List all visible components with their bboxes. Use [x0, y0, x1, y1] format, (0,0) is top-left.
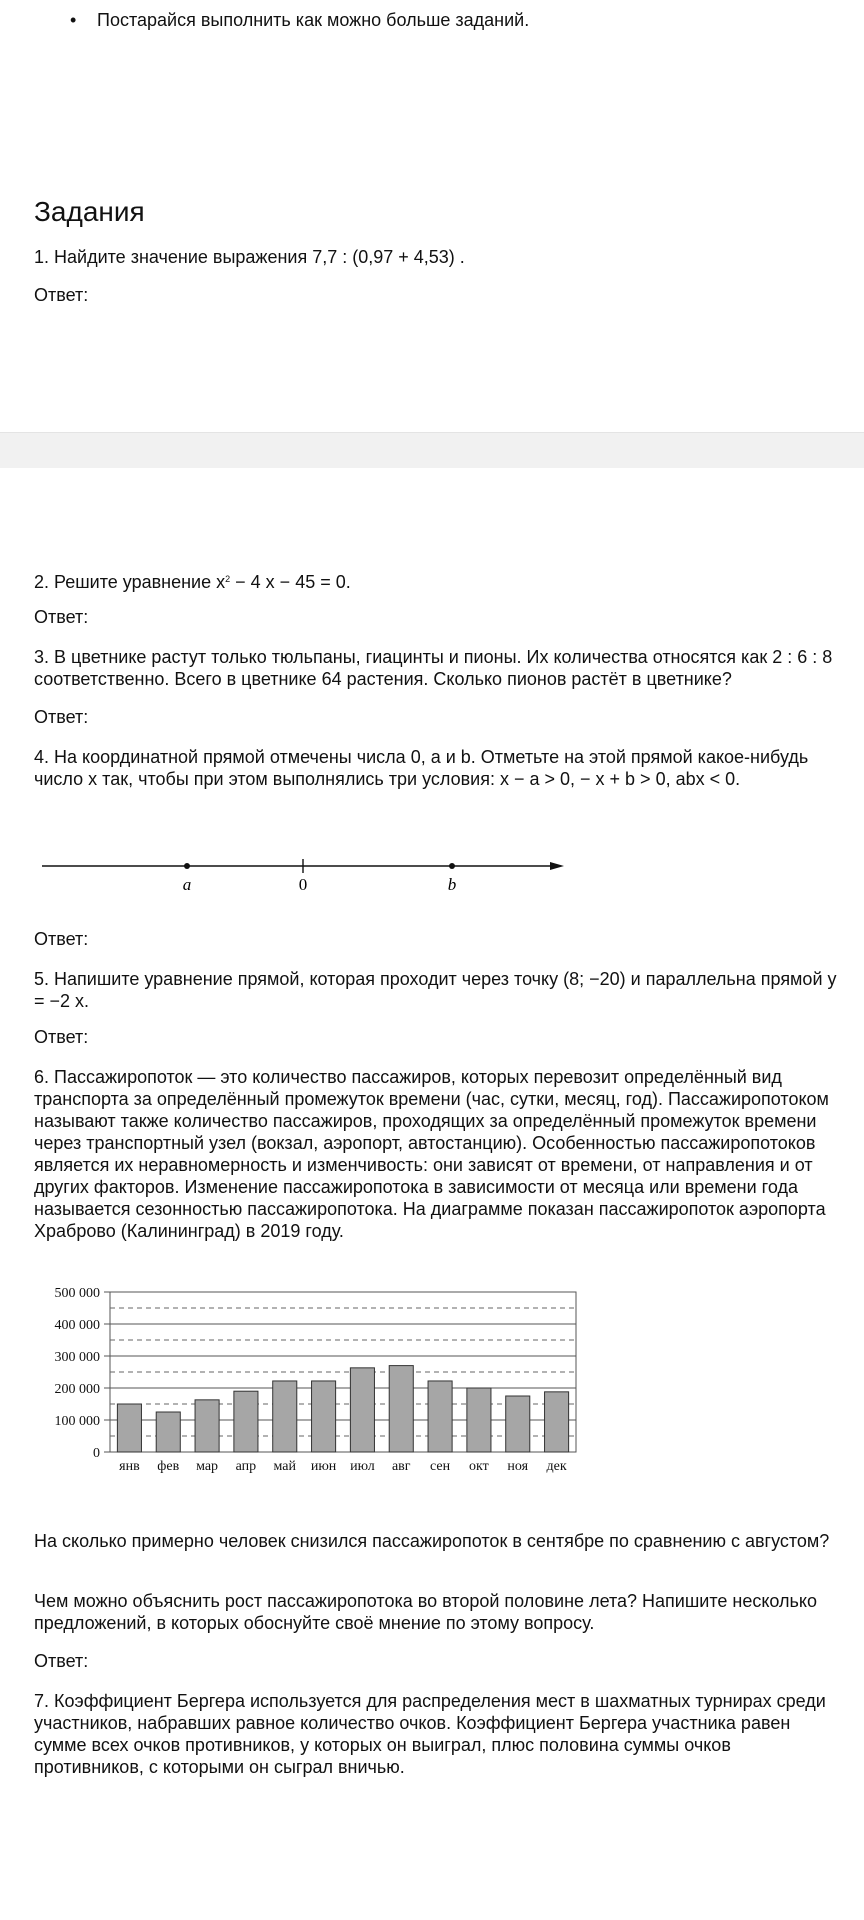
- y-tick-label: 400 000: [54, 1318, 100, 1333]
- task2-exponent: 2: [225, 574, 231, 584]
- bar-авг: [389, 1366, 413, 1452]
- x-tick-label: фев: [157, 1459, 180, 1474]
- y-tick-label: 500 000: [54, 1286, 100, 1301]
- bar-янв: [117, 1404, 141, 1452]
- x-tick-label: дек: [546, 1459, 567, 1474]
- bar-фев: [156, 1412, 180, 1452]
- x-tick-label: янв: [119, 1459, 140, 1474]
- label-a: a: [182, 875, 192, 894]
- task3-answer-label: Ответ:: [34, 707, 89, 727]
- number-line-arrow-icon: [550, 862, 564, 870]
- point-a: [184, 863, 190, 869]
- y-tick-label: 0: [93, 1446, 100, 1461]
- bar-апр: [234, 1391, 258, 1452]
- page-1: [0, 0, 864, 432]
- passenger-chart: [30, 1278, 590, 1478]
- bar-июл: [350, 1368, 374, 1452]
- task3-text: 3. В цветнике растут только тюльпаны, гиацинты и пионы. Их количества относятся как 2 : 6 : 8 соответственно. Всего в цветнике 64 растения. Сколько пионов растёт в цветнике?: [34, 647, 833, 689]
- task7-text: 7. Коэффициент Бергера используется для распределения мест в шахматных турнирах среди участников, набравших равное количество очков. Коэффициент Бергера участника равен сумме всех очков противников, у которых он выиграл, плюс половина суммы очков противников, с которыми он сыграл вничью.: [34, 1691, 826, 1777]
- bar-дек: [545, 1392, 569, 1452]
- number-line: [36, 848, 576, 898]
- x-tick-label: май: [273, 1459, 296, 1474]
- bullet-dot: •: [70, 10, 77, 30]
- task1-answer-label: Ответ:: [34, 285, 89, 305]
- x-tick-label: июн: [310, 1459, 337, 1474]
- page-2: [0, 468, 864, 1920]
- task2-answer-label: Ответ:: [34, 607, 89, 627]
- y-tick-label: 200 000: [54, 1382, 100, 1397]
- x-tick-label: июл: [350, 1459, 375, 1474]
- intro-bullet-text: Постарайся выполнить как можно больше заданий.: [97, 10, 530, 30]
- x-tick-label: апр: [235, 1459, 257, 1474]
- bar-мар: [195, 1400, 219, 1452]
- page-break: [0, 432, 864, 469]
- task2-text: [34, 568, 840, 593]
- bar-июн: [312, 1381, 336, 1452]
- y-tick-label: 100 000: [54, 1414, 100, 1429]
- task2-suffix: − 4 x − 45 = 0.: [230, 572, 351, 592]
- x-tick-label: авг: [391, 1459, 411, 1474]
- task6-question1: На сколько примерно человек снизился пассажиропоток в сентябре по сравнению с августом?: [34, 1531, 830, 1551]
- task5-text: 5. Напишите уравнение прямой, которая проходит через точку (8; −20) и параллельна прямой y = −2 x.: [34, 969, 837, 1011]
- task4-text: 4. На координатной прямой отмечены числа 0, a и b. Отметьте на этой прямой какое-нибудь число x так, чтобы при этом выполнялись три условия: x − a > 0, − x + b > 0, abx < 0.: [34, 747, 809, 789]
- x-tick-label: мар: [196, 1459, 219, 1474]
- bar-май: [273, 1381, 297, 1452]
- label-b: b: [447, 875, 457, 894]
- task6-text: 6. Пассажиропоток — это количество пассажиров, которых перевозит определённый вид транспорта за определённый промежуток времени (час, сутки, месяц, год). Пассажиропотоком называют также количество пассажиров, проходящих за определённый промежуток времени через транспортный узел (вокзал, аэропорт, автостанцию). Особенностью пассажиропотоков является их неравномерность и изменчивость: они зависят от времени, от направления и от других факторов. Изменение пассажиропотока в зависимости от месяца или времени года называется сезонностью пассажиропотока. На диаграмме показан пассажиропоток аэропорта Храброво (Калининград) в 2019 году.: [34, 1067, 829, 1241]
- task4-answer-label: Ответ:: [34, 929, 89, 949]
- bar-ноя: [506, 1396, 530, 1452]
- x-tick-label: окт: [469, 1459, 489, 1474]
- task6-question2: Чем можно объяснить рост пассажиропотока во второй половине лета? Напишите несколько предложений, в которых обоснуйте своё мнение по этому вопросу.: [34, 1591, 818, 1633]
- bar-сен: [428, 1381, 452, 1452]
- task1-text: 1. Найдите значение выражения 7,7 : (0,97 + 4,53) .: [34, 247, 465, 267]
- task5-answer-label: Ответ:: [34, 1027, 89, 1047]
- bar-окт: [467, 1388, 491, 1452]
- section-title: Задания: [34, 196, 145, 227]
- label-zero: 0: [298, 875, 308, 894]
- task6-answer-label: Ответ:: [34, 1651, 89, 1671]
- x-tick-label: ноя: [507, 1459, 529, 1474]
- task2-prefix: 2. Решите уравнение x: [34, 572, 226, 592]
- point-b: [449, 863, 455, 869]
- x-tick-label: сен: [430, 1459, 451, 1474]
- y-tick-label: 300 000: [54, 1350, 100, 1365]
